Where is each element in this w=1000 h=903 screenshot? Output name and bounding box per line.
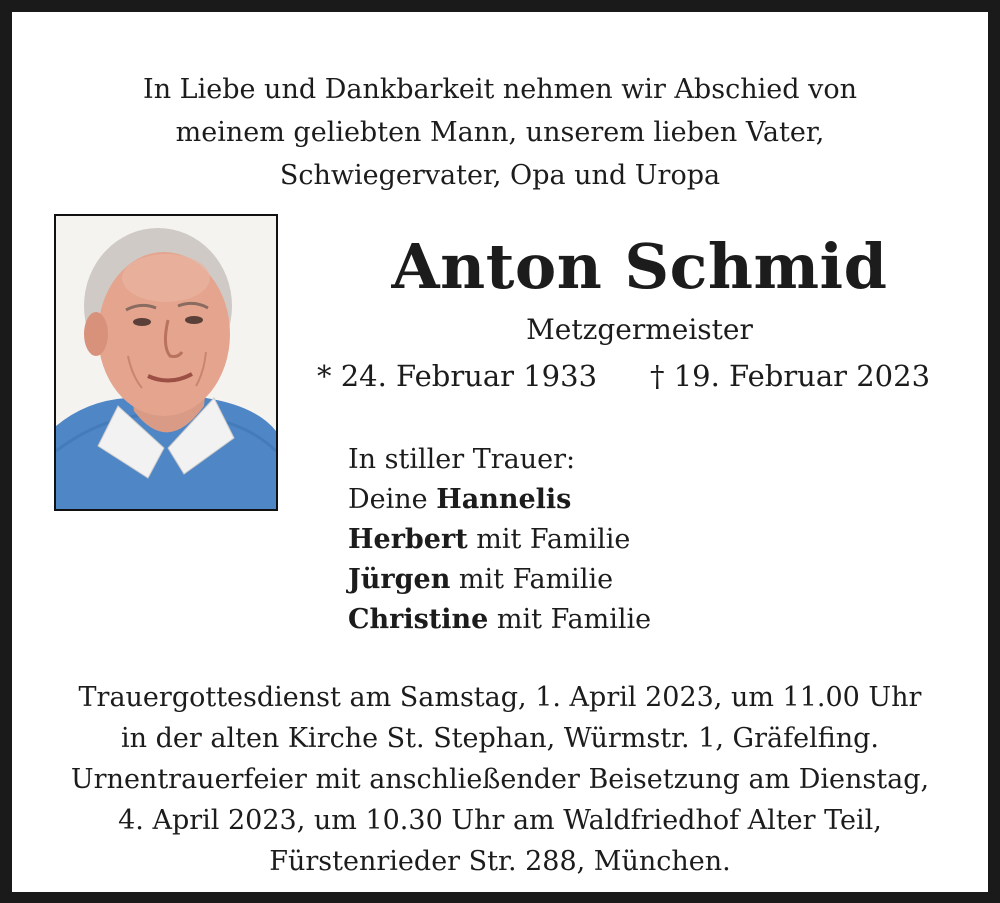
mourner-line [348,480,651,520]
mourners-list [348,440,651,640]
mourners-heading: In stiller Trauer: [348,444,576,475]
deceased-name: Anton Schmid [391,230,888,303]
intro-line: In Liebe und Dankbarkeit nehmen wir Abschied von [143,74,857,105]
mourner-name: Hannelis [436,484,572,515]
mourner-name: Herbert [348,524,468,555]
mourner-name: Jürgen [348,564,451,595]
deceased-occupation: Metzgermeister [526,313,753,346]
service-line: in der alten Kirche St. Stephan, Würmstr. 1, Gräfelfing. [121,723,879,754]
service-line: Urnentrauerfeier mit anschließender Beisetzung am Dienstag, [70,764,930,795]
mourner-line [348,560,651,600]
mourner-suffix: mit Familie [488,604,652,635]
death-date: † 19. Februar 2023 [650,359,931,393]
intro-text [12,68,988,197]
intro-line: Schwiegervater, Opa und Uropa [279,160,721,191]
mourner-suffix: mit Familie [467,524,631,555]
mourner-line [348,520,651,560]
portrait-photo [54,214,278,511]
service-line: Trauergottesdienst am Samstag, 1. April 2023, um 11.00 Uhr [78,682,922,713]
mourner-name: Christine [348,604,489,635]
funeral-service-info [12,677,988,882]
service-line: 4. April 2023, um 10.30 Uhr am Waldfriedhof Alter Teil, [118,805,882,836]
mourner-prefix: Deine [348,484,437,515]
intro-line: meinem geliebten Mann, unserem lieben Vater, [175,117,825,148]
mourner-line [348,600,651,640]
portrait-photo-icon [56,216,276,509]
service-line: Fürstenrieder Str. 288, München. [269,846,731,877]
mourner-suffix: mit Familie [450,564,614,595]
birth-date: * 24. Februar 1933 [317,359,598,393]
